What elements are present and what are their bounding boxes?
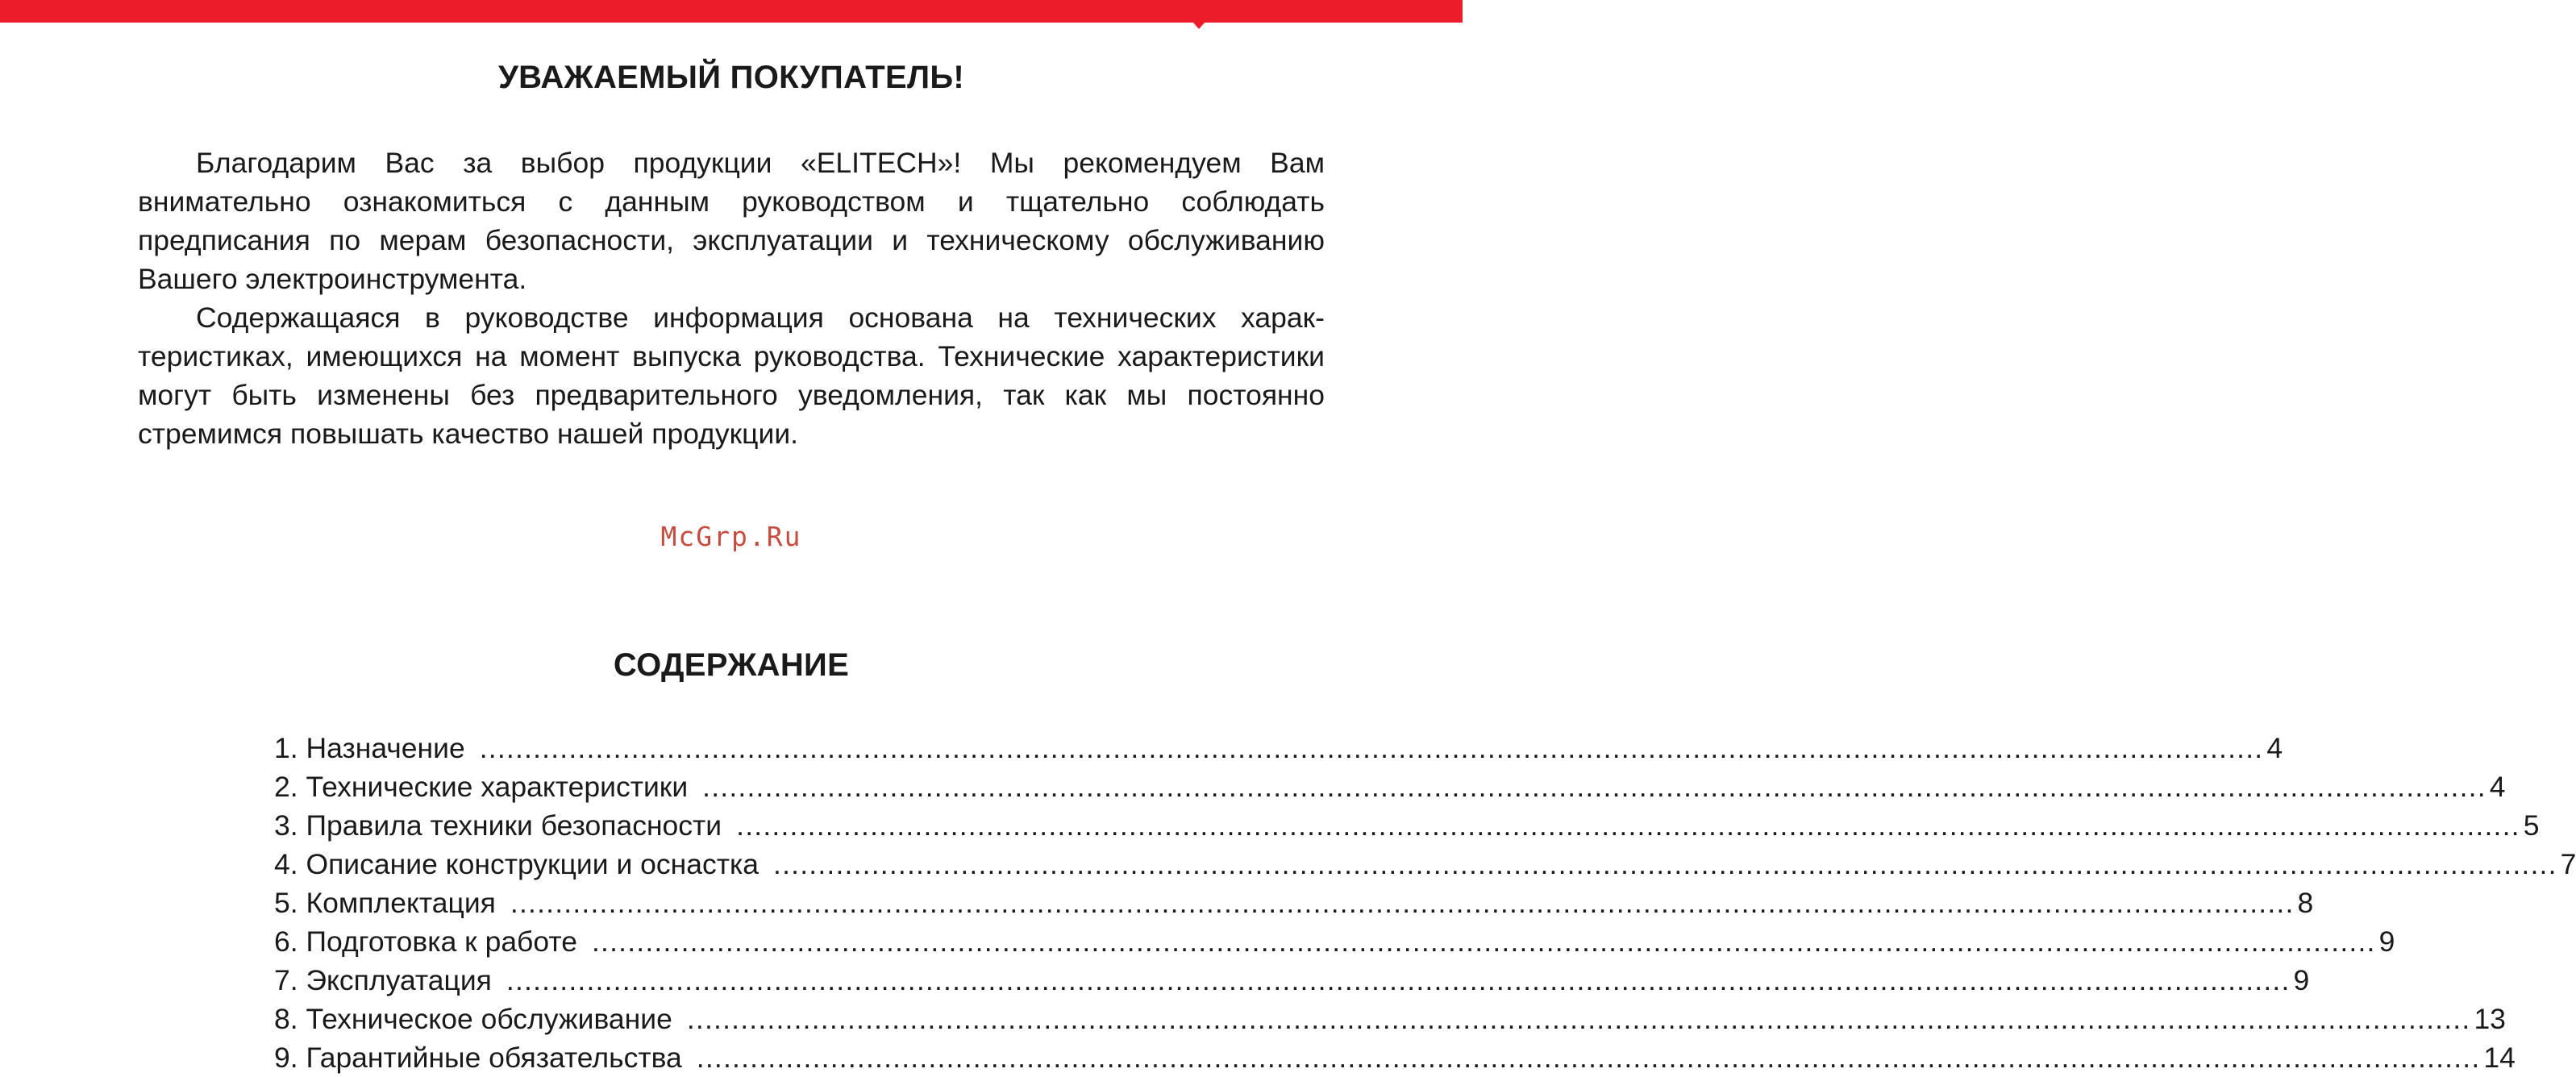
greeting-title: УВАЖАЕМЫЙ ПОКУПАТЕЛЬ! [497, 60, 965, 95]
toc-item-page: 4 [2266, 732, 2283, 764]
toc-item-page: 5 [2523, 809, 2540, 842]
toc-item[interactable] [274, 1038, 2516, 1077]
toc-item-label: 7. Эксплуатация [274, 964, 492, 996]
toc-leader-dots: ........................................................................................................................................................................................................ [696, 1042, 2481, 1074]
toc-item-page: 4 [2489, 771, 2506, 803]
toc-leader-dots: ........................................................................................................................................................................................................ [686, 1003, 2471, 1035]
toc-leader-dots: ........................................................................................................................................................................................................ [591, 925, 2376, 958]
toc-item-label: 1. Назначение [274, 732, 465, 764]
brand-chevron-icon [1173, 0, 1225, 52]
toc-leader-dots: ........................................................................................................................................................................................................ [773, 848, 2557, 880]
toc-item-label: 2. Технические характеристики [274, 771, 689, 803]
toc-item[interactable] [274, 767, 2506, 806]
intro-text [138, 143, 1325, 453]
toc-item-page: 7 [2560, 848, 2576, 880]
intro-paragraph: Благодарим Вас за выбор продукции «ELITECH»! Мы рекомендуем Вам внимательно ознакомиться с данным руководством и тщательно соблюдать предписания по мерам безопасности, эксплуатации и техническому обслуживанию Вашего электроинструмента. [138, 147, 1325, 295]
toc-item[interactable] [274, 884, 2314, 922]
toc-leader-dots: ........................................................................................................................................................................................................ [702, 771, 2487, 803]
toc-leader-dots: ........................................................................................................................................................................................................ [510, 887, 2295, 919]
intro-paragraph: Содержащаяся в руководстве информация основана на технических характеристиках, имеющихся на момент выпуска руководства. Технические характеристики могут быть изменены без предварительного уведомления, так как мы постоянно стремимся повышать качество нашей продукции. [138, 301, 1325, 450]
toc-item-page: 13 [2474, 1003, 2506, 1035]
toc-item-page: 14 [2483, 1042, 2516, 1074]
toc-item[interactable] [274, 806, 2540, 845]
toc-item[interactable] [274, 961, 2310, 1000]
toc-item-page: 9 [2293, 964, 2310, 996]
toc-item-page: 9 [2378, 925, 2395, 958]
brand-chevron-shape [1173, 0, 1225, 29]
toc-item[interactable] [274, 1000, 2506, 1038]
toc-title: СОДЕРЖАНИЕ [613, 647, 850, 683]
watermark-text: McGrp.Ru [660, 521, 802, 552]
toc-item[interactable] [274, 922, 2395, 961]
toc-item[interactable] [274, 729, 2283, 767]
toc-leader-dots: ........................................................................................................................................................................................................ [506, 964, 2291, 996]
table-of-contents [274, 729, 2576, 1077]
toc-item-label: 6. Подготовка к работе [274, 925, 577, 958]
toc-leader-dots: ........................................................................................................................................................................................................ [736, 809, 2520, 842]
toc-item-label: 4. Описание конструкции и оснастка [274, 848, 759, 880]
toc-item-label: 3. Правила техники безопасности [274, 809, 722, 842]
toc-item-label: 8. Техническое обслуживание [274, 1003, 672, 1035]
toc-item-label: 5. Комплектация [274, 887, 496, 919]
toc-item-label: 9. Гарантийные обязательства [274, 1042, 682, 1074]
brand-top-band [0, 0, 1463, 23]
toc-item-page: 8 [2297, 887, 2314, 919]
toc-leader-dots: ........................................................................................................................................................................................................ [479, 732, 2264, 764]
toc-item[interactable] [274, 845, 2576, 884]
